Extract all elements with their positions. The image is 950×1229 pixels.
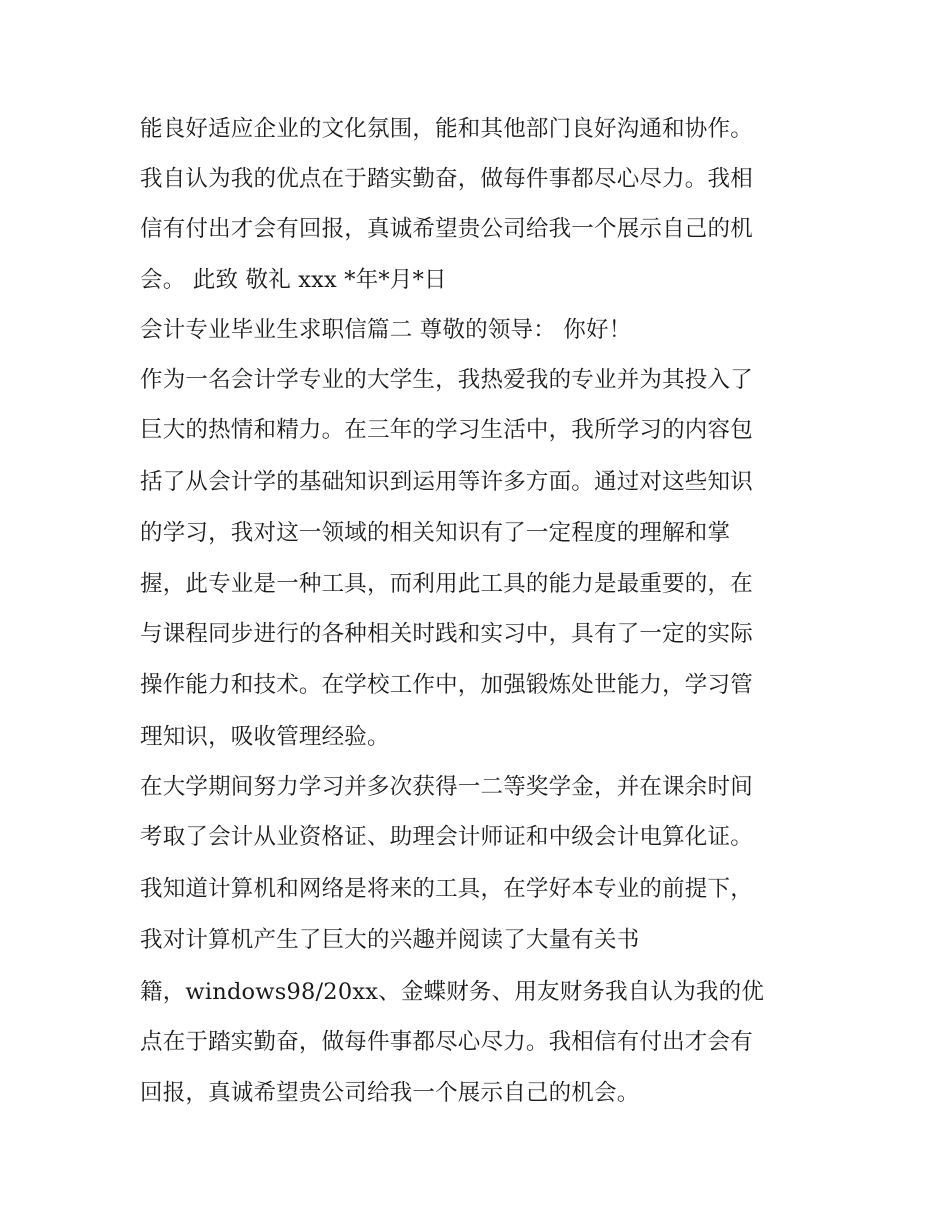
- text-line-9: 的学习，我对这一领域的相关知识有了一定程度的理解和掌: [140, 520, 731, 546]
- text-line-5: 会计专业毕业生求职信篇二 尊敬的领导： 你好！: [140, 317, 632, 343]
- text-line-11: 与课程同步进行的各种相关时践和实习中，具有了一定的实际: [140, 621, 753, 647]
- text-line-2: 我自认为我的优点在于踏实勤奋，做每件事都尽心尽力。我相: [140, 166, 753, 192]
- text-line-1: 能良好适应企业的文化氛围，能和其他部门良好沟通和协作。: [140, 116, 753, 142]
- text-line-16: 我知道计算机和网络是将来的工具，在学好本专业的前提下，: [140, 876, 753, 902]
- text-line-15: 考取了会计从业资格证、助理会计师证和中级会计电算化证。: [140, 824, 753, 850]
- text-line-17: 我对计算机产生了巨大的兴趣并阅读了大量有关书: [140, 927, 640, 953]
- text-line-6: 作为一名会计学专业的大学生，我热爱我的专业并为其投入了: [140, 367, 753, 393]
- text-line-13: 理知识，吸收管理经验。: [140, 724, 390, 750]
- text-line-14: 在大学期间努力学习并多次获得一二等奖学金，并在课余时间: [140, 774, 753, 800]
- text-line-19: 点在于踏实勤奋，做每件事都尽心尽力。我相信有付出才会有: [140, 1029, 753, 1055]
- text-line-12: 操作能力和技术。在学校工作中，加强锻炼处世能力，学习管: [140, 672, 753, 698]
- text-line-4: 会。 此致 敬礼 xxx *年*月*日: [140, 267, 447, 293]
- text-line-10: 握，此专业是一种工具，而利用此工具的能力是最重要的，在: [140, 571, 753, 597]
- text-line-7: 巨大的热情和精力。在三年的学习生活中，我所学习的内容包: [140, 417, 753, 443]
- text-line-20: 回报，真诚希望贵公司给我一个展示自己的机会。: [140, 1080, 640, 1106]
- text-line-18: 籍，windows98/20xx、金蝶财务、用友财务我自认为我的优: [140, 979, 765, 1005]
- text-line-3: 信有付出才会有回报，真诚希望贵公司给我一个展示自己的机: [140, 216, 753, 242]
- text-line-8: 括了从会计学的基础知识到运用等许多方面。通过对这些知识: [140, 469, 753, 495]
